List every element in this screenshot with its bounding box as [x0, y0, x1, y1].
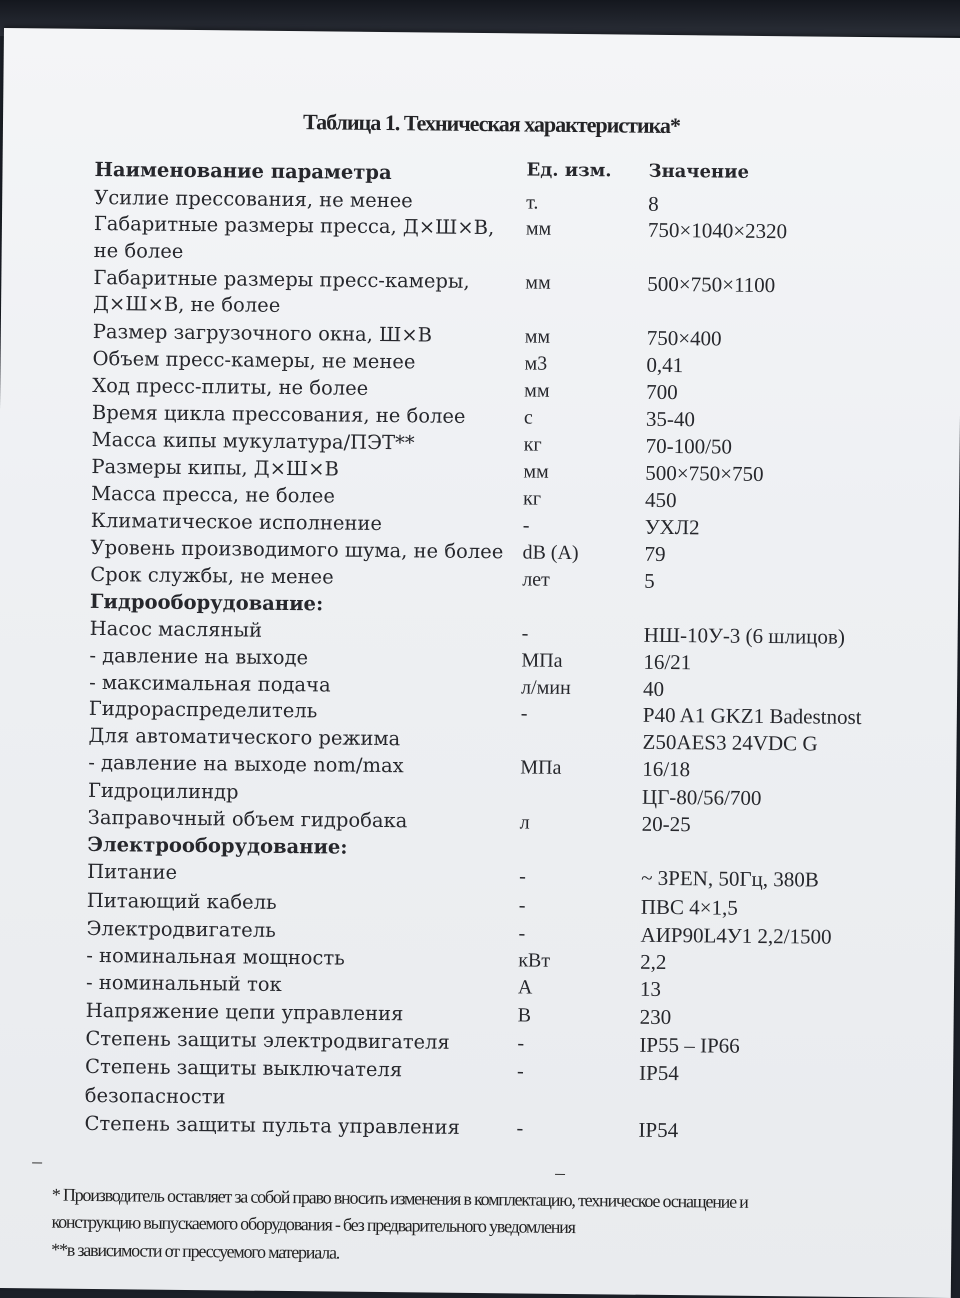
footnote: * Производитель оставляет за собой право вносить изменения в комплектацию, техническое оснащение и [51, 1184, 748, 1212]
row-name: Время цикла прессования, не более [91, 400, 466, 428]
row-name: - давление на выходе nom/max [88, 750, 404, 778]
row-unit: - [522, 514, 530, 537]
row-value: УХЛ2 [644, 514, 700, 540]
row-unit: - [516, 1060, 524, 1083]
row-unit: мм [523, 460, 549, 483]
row-unit: л [519, 811, 530, 834]
row-unit: В [517, 1004, 532, 1027]
row-unit: - [520, 702, 528, 725]
row-value: 16/21 [643, 649, 692, 675]
row-value: Z50AES3 24VDC G [642, 729, 818, 756]
row-name: - максимальная подача [89, 670, 331, 697]
column-header-unit: Ед. изм. [526, 159, 612, 182]
row-unit: МПа [521, 649, 563, 672]
row-unit: т. [526, 191, 539, 214]
row-unit: мм [525, 217, 552, 240]
row-value: 40 [642, 676, 665, 701]
row-value: IP54 [638, 1117, 679, 1143]
row-value: 500×750×1100 [647, 271, 776, 298]
row-name: Ход пресс-плиты, не более [92, 373, 369, 400]
divider [555, 1174, 565, 1175]
row-unit: м3 [524, 352, 548, 375]
row-value: 8 [648, 191, 659, 216]
row-name: Д×Ш×В, не более [93, 291, 281, 317]
row-unit: кг [523, 433, 542, 456]
row-name: Гидрооборудование: [89, 589, 324, 616]
row-value: 500×750×750 [645, 460, 764, 486]
row-name: Степень защиты пульта управления [84, 1111, 460, 1139]
divider [32, 1162, 42, 1163]
row-value: 450 [644, 487, 677, 513]
row-name: Усилие прессования, не менее [94, 185, 413, 213]
row-value: 16/18 [642, 756, 691, 782]
footnote: **в зависимости от прессуемого материала. [51, 1239, 340, 1263]
row-name: Питающий кабель [86, 888, 277, 914]
column-header-value: Значение [648, 160, 750, 183]
row-name: Климатическое исполнение [90, 508, 383, 535]
row-name: Степень защиты электродвигателя [85, 1026, 450, 1054]
row-unit: с [523, 406, 533, 429]
row-unit: кг [522, 487, 542, 510]
row-value: 79 [644, 541, 666, 566]
row-unit: - [521, 622, 529, 645]
row-value: ЦГ-80/56/700 [641, 784, 762, 810]
row-name: Масса кипы мукулатура/ПЭТ** [91, 427, 415, 455]
row-name: Напряжение цепи управления [85, 998, 404, 1026]
row-name: Объем пресс-камеры, не менее [92, 346, 416, 374]
row-value: 2,2 [640, 949, 667, 974]
row-unit: - [518, 894, 526, 917]
row-value: НШ-10У-3 (6 шлицов) [643, 622, 846, 649]
row-unit: МПа [520, 756, 562, 779]
row-unit: мм [525, 271, 551, 294]
row-value: АИР90L4У1 2,2/1500 [640, 922, 832, 949]
row-name: Уровень производимого шума, не более [90, 535, 504, 564]
row-name: Размер загрузочного окна, Ш×В [92, 319, 433, 347]
row-unit: - [516, 1117, 524, 1140]
row-value: 70-100/50 [645, 433, 733, 459]
row-name: Габаритные размеры пресс-камеры, [93, 265, 470, 293]
row-name: Для автоматического режима [88, 723, 401, 751]
row-name: Электродвигатель [86, 916, 276, 942]
row-unit: л/мин [521, 676, 571, 699]
row-name: - давление на выходе [89, 643, 309, 670]
document-page [0, 28, 960, 1298]
row-name: Гидрораспределитель [88, 696, 318, 723]
row-value: 20-25 [641, 811, 691, 837]
row-value: 700 [646, 379, 678, 405]
row-unit: кВт [518, 949, 551, 972]
row-name: Электрооборудование: [87, 832, 348, 859]
row-value: 13 [639, 976, 662, 1001]
row-value: IP55 – IP66 [639, 1032, 740, 1058]
row-name: Степень защиты выключателя [85, 1054, 403, 1082]
row-name: - номинальный ток [85, 970, 282, 996]
row-unit: мм [524, 325, 551, 348]
column-header-name: Наименование параметра [94, 157, 392, 185]
row-unit: А [517, 976, 533, 999]
footnote: конструкцию выпускаемого оборудования - без предварительного уведомления [51, 1211, 575, 1238]
row-unit: - [517, 1032, 525, 1055]
row-unit: - [518, 922, 526, 945]
row-value: ~ 3PEN, 50Гц, 380В [641, 865, 819, 892]
row-value: P40 A1 GKZ1 Badestnost [642, 702, 862, 730]
row-value: 750×1040×2320 [647, 217, 788, 244]
row-name: Размеры кипы, Д×Ш×В [91, 454, 340, 481]
row-name: Масса пресса, не более [91, 481, 336, 508]
row-value: 5 [644, 568, 655, 593]
row-unit: dB (A) [522, 541, 579, 565]
row-name: Заправочный объем гидробака [87, 805, 408, 833]
row-value: IP54 [638, 1060, 679, 1086]
table-title: Таблица 1. Техническая характеристика* [302, 109, 681, 139]
row-value: 35-40 [645, 406, 696, 432]
row-name: Гидроцилиндр [87, 778, 239, 804]
row-name: - номинальная мощность [86, 943, 345, 970]
row-value: 750×400 [646, 325, 722, 351]
row-unit: лет [522, 568, 550, 591]
row-value: 0,41 [646, 352, 684, 378]
row-name: Насос масляный [89, 616, 263, 642]
row-name: Срок службы, не менее [90, 562, 334, 589]
row-name: не более [93, 238, 184, 263]
row-value: 230 [639, 1004, 672, 1030]
row-name: Габаритные размеры пресса, Д×Ш×В, [93, 211, 495, 240]
row-name: безопасности [84, 1083, 226, 1109]
row-unit: - [519, 865, 526, 888]
row-value: ПВС 4×1,5 [640, 894, 738, 920]
row-unit: мм [524, 379, 550, 402]
row-name: Питание [87, 859, 178, 884]
